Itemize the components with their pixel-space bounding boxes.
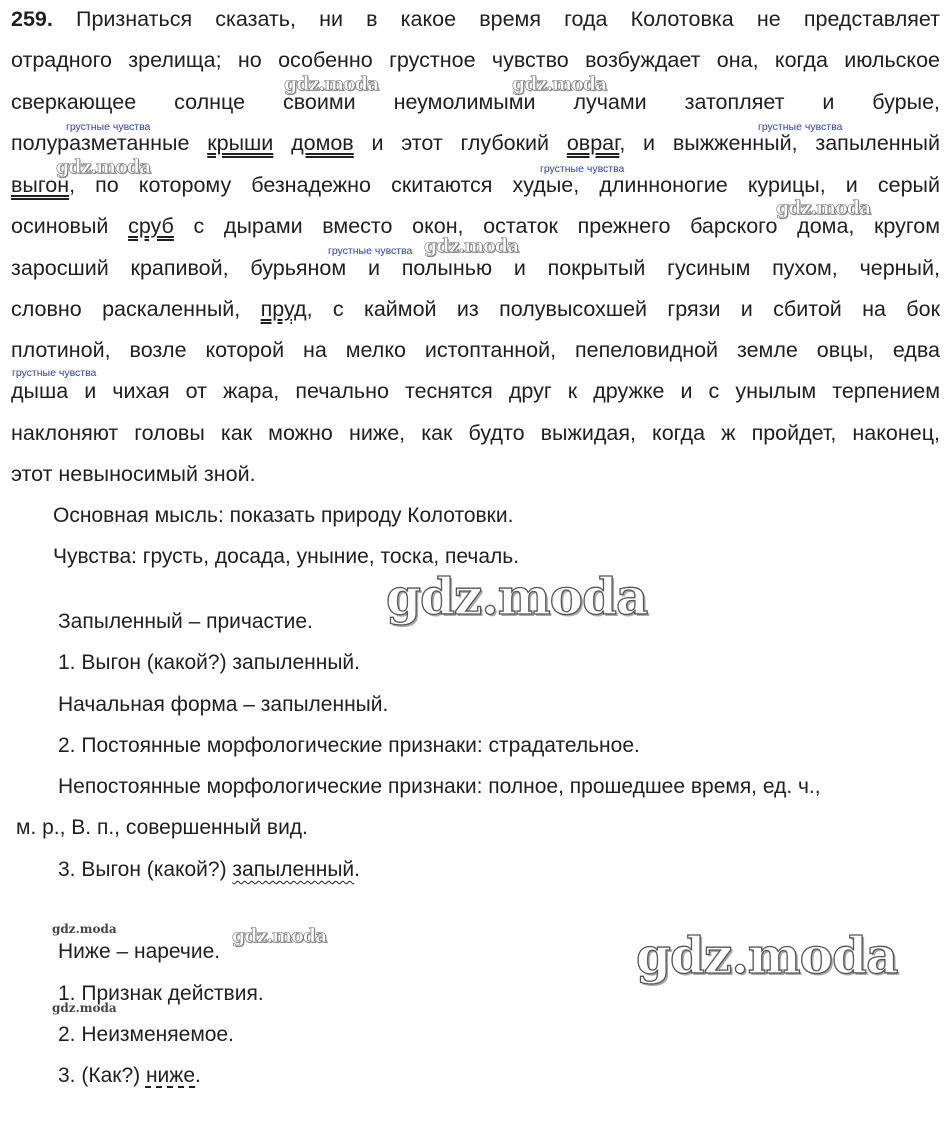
watermark: gdz.moda [284, 73, 379, 95]
analysis1-nonconst-a: Непостоянные морфологические признаки: полное, прошедшее время, ед. ч., [58, 775, 821, 798]
note-sad-feelings: грустные чувства [66, 121, 151, 133]
text-line-11: наклоняют головы как можно ниже, как будто выжидая, когда ж пройдет, наконец, [11, 421, 940, 445]
word-nizhe: ниже [145, 1064, 196, 1087]
word-vygon: выгон [11, 173, 70, 197]
watermark: gdz.moda [386, 567, 648, 626]
watermark: gdz.moda [512, 73, 607, 95]
analysis2-item1: 1. Признак действия. [58, 982, 264, 1005]
analysis2-item2: 2. Неизменяемое. [58, 1023, 234, 1046]
exercise-number: 259. [11, 7, 53, 31]
word-prud: пруд [260, 297, 307, 321]
text-line-5: выгон, по которому безнадежно скитаются худые, длинноногие курицы, и серый [11, 173, 940, 197]
analysis2-title: Ниже – наречие. [58, 940, 221, 963]
note-sad-feelings: грустные чувства [540, 163, 625, 175]
word-ovrag: овраг [566, 131, 620, 155]
analysis1-initial-form: Начальная форма – запыленный. [58, 693, 389, 716]
main-idea: Основная мысль: показать природу Колотовки. [53, 504, 514, 527]
analysis1-item3: 3. Выгон (какой?) запыленный. [58, 858, 360, 881]
word-krishi: крыши [207, 131, 274, 155]
watermark: gdz.moda [424, 235, 519, 257]
watermark: gdz.moda [52, 1001, 117, 1015]
text-line-8: словно раскаленный, пруд, с каймой из полувысохшей грязи и сбитой на бок [11, 297, 940, 321]
text-line-9: плотиной, возле которой на мелко истоптанной, пепеловидной земле овцы, едва [11, 338, 940, 362]
text-line-3: сверкающее солнце своими неумолимыми лучами затопляет и бурые, [11, 90, 940, 114]
word-zapylennyi: запыленный [232, 858, 355, 881]
watermark: gdz.moda [52, 922, 117, 936]
note-sad-feelings: грустные чувства [12, 367, 97, 379]
analysis1-title: Запыленный – причастие. [58, 610, 313, 633]
text-line-7: заросший крапивой, бурьяном и полынью и покрытый гусиным пухом, черный, [11, 256, 940, 280]
watermark: gdz.moda [232, 925, 327, 947]
analysis1-item1: 1. Выгон (какой?) запыленный. [58, 651, 360, 674]
analysis1-nonconst-b: м. р., В. п., совершенный вид. [16, 816, 308, 839]
word-srub: сруб [128, 214, 174, 238]
note-sad-feelings: грустные чувства [758, 121, 843, 133]
watermark: gdz.moda [636, 926, 898, 985]
analysis1-item2: 2. Постоянные морфологические признаки: страдательное. [58, 734, 640, 757]
text-line-12: этот невыносимый зной. [11, 462, 256, 486]
watermark: gdz.moda [776, 197, 871, 219]
text-line-10: дыша и чихая от жара, печально теснятся друг к дружке и с унылым терпением [11, 379, 940, 403]
text-line-4: полуразметанные крыши домов и этот глубокий овраг, и выжженный, запыленный [11, 131, 940, 155]
text-line-6: осиновый сруб с дырами вместо окон, остаток прежнего барского дома, кругом [11, 214, 940, 238]
note-sad-feelings: грустные чувства [328, 245, 413, 257]
text-line-1: 259. Признаться сказать, ни в какое время года Колотовка не представляет [11, 7, 940, 31]
feelings: Чувства: грусть, досада, уныние, тоска, печаль. [53, 545, 520, 568]
text-line-2: отрадного зрелища; но особенно грустное чувство возбуждает она, когда июльское [11, 48, 940, 72]
watermark: gdz.moda [56, 156, 151, 178]
word-domov: домов [291, 131, 354, 155]
analysis2-item3: 3. (Как?) ниже. [58, 1064, 201, 1087]
